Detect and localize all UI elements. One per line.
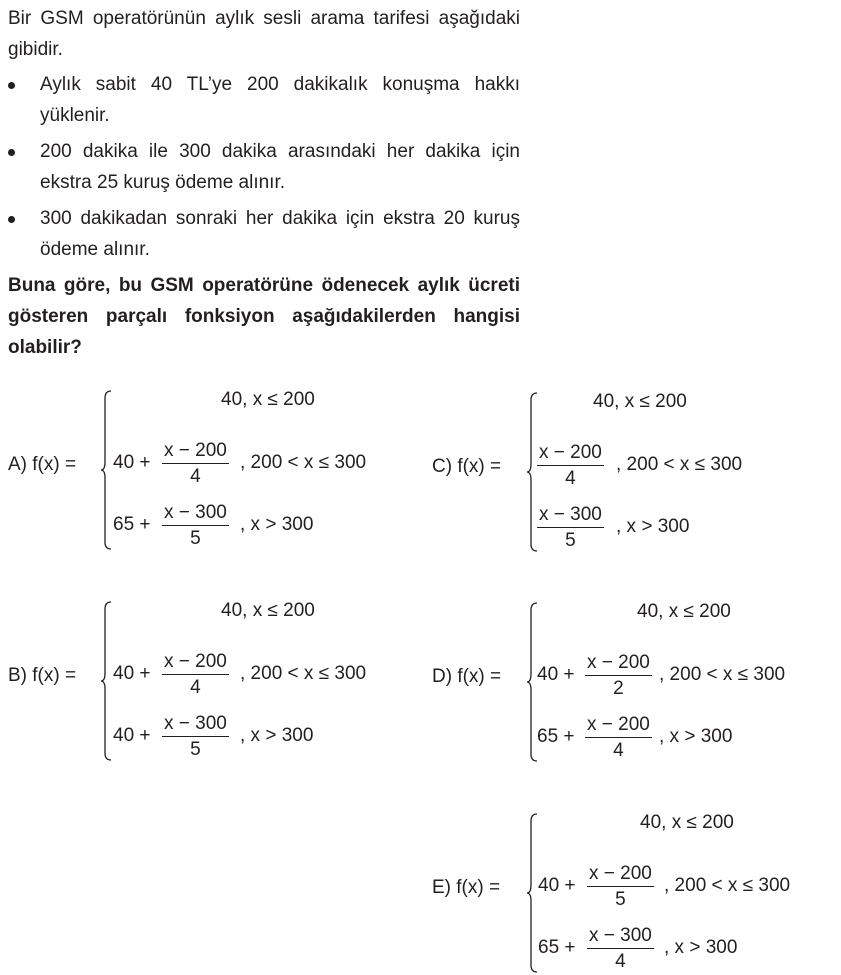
case-1: 40, x ≤ 200 xyxy=(221,600,315,621)
option-c[interactable] xyxy=(425,386,835,556)
question-text xyxy=(8,3,520,363)
case-prefix: 65 + xyxy=(538,937,576,958)
case-prefix: 40 + xyxy=(113,663,151,684)
question-intro: Bir GSM operatörünün aylık sesli arama tarifesi aşağıdaki gibidir. xyxy=(8,8,520,60)
option-label: D) f(x) = xyxy=(432,666,502,687)
option-label: B) f(x) = xyxy=(8,665,77,686)
case-prefix: 40 + xyxy=(538,875,576,896)
case-fraction: x − 300 5 xyxy=(539,504,602,552)
case-fraction: x − 200 4 xyxy=(539,442,602,490)
case-prefix: 40 + xyxy=(113,725,151,746)
case-fraction: x − 200 4 xyxy=(587,714,650,762)
case-fraction: x − 200 4 xyxy=(164,440,227,488)
tariff-item: 200 dakika ile 300 dakika arasındaki her dakika için ekstra 25 kuruş ödeme alınır. xyxy=(8,136,520,198)
case-fraction: x − 300 5 xyxy=(164,502,227,550)
case-1: 40, x ≤ 200 xyxy=(221,389,315,410)
case-1: 40, x ≤ 200 xyxy=(637,601,731,622)
case-prefix: 40 + xyxy=(537,664,575,685)
case-condition: , 200 < x ≤ 300 xyxy=(240,663,367,684)
case-prefix: 40 + xyxy=(113,452,151,473)
brace-icon xyxy=(526,813,538,973)
case-condition: , 200 < x ≤ 300 xyxy=(664,875,791,896)
option-a[interactable] xyxy=(0,384,420,554)
case-1: 40, x ≤ 200 xyxy=(640,812,734,833)
brace-icon xyxy=(100,390,112,550)
question-prompt: Buna göre, bu GSM operatörüne ödenecek aylık ücreti gösteren parçalı fonksiyon aşağıdakilerden hangisi olabilir? xyxy=(8,275,520,358)
brace-icon xyxy=(100,601,112,761)
case-condition: , x > 300 xyxy=(616,516,690,537)
case-condition: , x > 300 xyxy=(240,725,314,746)
tariff-item: Aylık sabit 40 TL’ye 200 dakikalık konuşma hakkı yüklenir. xyxy=(8,69,520,131)
case-prefix: 65 + xyxy=(113,514,151,535)
option-d[interactable] xyxy=(425,596,835,766)
option-b[interactable] xyxy=(0,595,420,765)
option-label: E) f(x) = xyxy=(432,877,501,898)
case-condition: , x > 300 xyxy=(664,937,738,958)
case-condition: , x > 300 xyxy=(659,726,733,747)
bullet-icon xyxy=(8,149,15,156)
case-condition: , 200 < x ≤ 300 xyxy=(659,664,786,685)
bullet-icon xyxy=(8,216,15,223)
case-condition: , 200 < x ≤ 300 xyxy=(240,452,367,473)
case-condition: , 200 < x ≤ 300 xyxy=(616,454,743,475)
option-label: C) f(x) = xyxy=(432,456,502,477)
case-1: 40, x ≤ 200 xyxy=(593,391,687,412)
case-fraction: x − 200 2 xyxy=(587,652,650,700)
tariff-list xyxy=(8,69,520,265)
bullet-icon xyxy=(8,82,15,89)
option-label: A) f(x) = xyxy=(8,454,77,475)
case-fraction: x − 200 4 xyxy=(164,651,227,699)
tariff-item: 300 dakikadan sonraki her dakika için ekstra 20 kuruş ödeme alınır. xyxy=(8,203,520,265)
case-fraction: x − 300 5 xyxy=(164,713,227,761)
option-e[interactable] xyxy=(425,807,835,975)
case-fraction: x − 300 4 xyxy=(589,925,652,973)
case-fraction: x − 200 5 xyxy=(589,863,652,911)
case-prefix: 65 + xyxy=(537,726,575,747)
case-condition: , x > 300 xyxy=(240,514,314,535)
